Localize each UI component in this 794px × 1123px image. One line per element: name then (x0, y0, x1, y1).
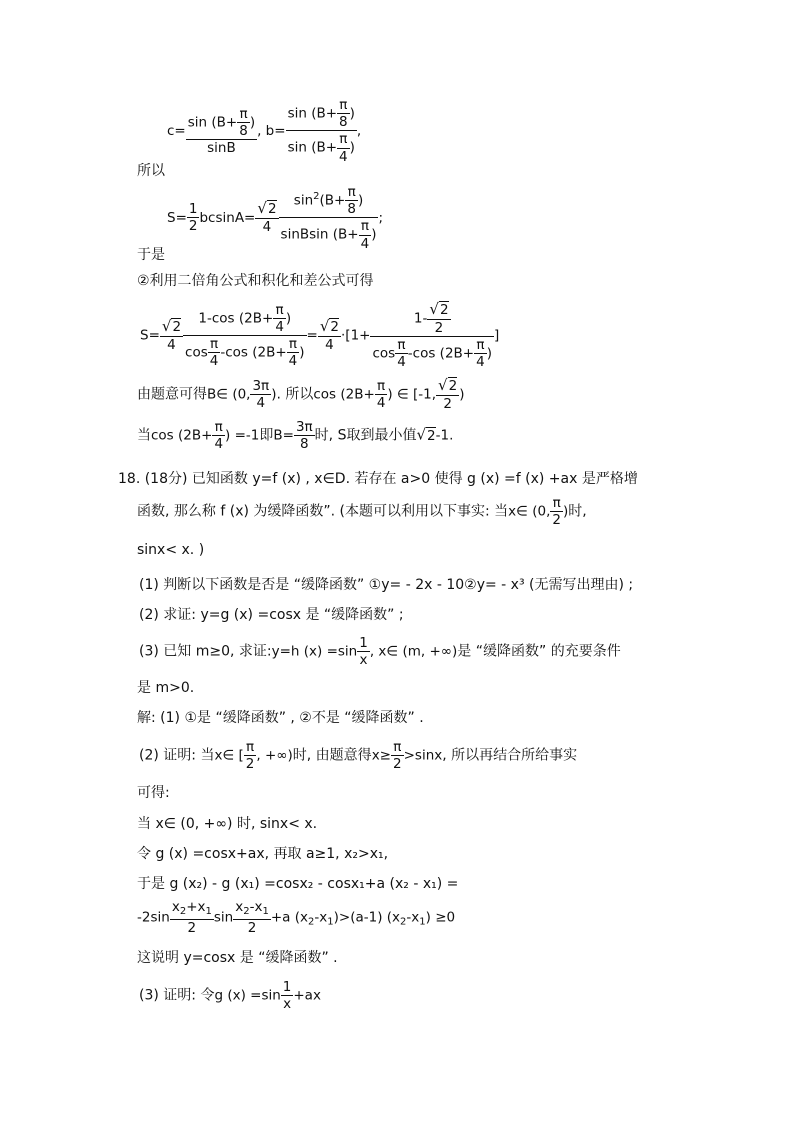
range-line: 由题意可得B∈ (0, $\frac{3\pi}{4}$ ). 所以cos (2B+ $\frac{\pi}{4}$ ) ∈ [-1, $\frac{√2}{2}$ ) (137, 376, 465, 412)
q18-part2: (2) 求证: y=g (x) =cosx 是 “缓降函数” ; (139, 607, 404, 623)
sol-part2-line4: 令 g (x) =cosx+ax, 再取 a≥1, x₂>x₁, (137, 846, 389, 862)
sol-part2-line6: -2sin $\frac{x_2+x_1}{2}$ sin $\frac{x_2-x_1}{2}$ +a $(x_2-x_1)>(a-1)$ $(x_2-x_1) \ge 0$ (137, 899, 456, 936)
sol-part1: 解: (1) ①是 “缓降函数” , ②不是 “缓降函数” . (137, 710, 424, 726)
S-formula-1: S= $\frac{1}{2}$ bcsinA= $\frac{√2}{4}$ $\sin^2(B+$ $\frac{\pi}{8}$ ) sinBsin (B+ $\frac{\pi}{4}$ ) ; (167, 184, 384, 252)
c-formula: c= sin (B+ $\frac{\pi}{8}$ ) sinB , b= sin (B+ $\frac{\pi}{8}$ ) sin (B+ $\frac{\pi}{4}$ ) , (167, 97, 362, 165)
c-fraction: sin (B+ $\frac{\pi}{8}$ ) sinB (187, 105, 256, 156)
q18-part3: (3) 已知 m≥0, 求证:y=h (x) =sin $\frac{1}{x}$ , x∈ (m, +∞)是 “缓降函数” 的充要条件 (139, 635, 621, 669)
sol-part2-end: 这说明 y=cosx 是 “缓降函数” . (137, 950, 338, 966)
S-formula-2: S= $\frac{√2}{4}$ 1-cos (2B+ $\frac{\pi}{4}$ ) cos $\frac{\pi}{4}$ -cos (2B+ $\frac{\pi}{4}$ ) = $\frac{√2}{4}$ ·[1+ 1- $\frac{√2}{2}$ cos $\frac{\pi}{4}$ -cos (2B+ $\frac{\pi}{4}$ ) ] (140, 300, 500, 371)
q18-part1: (1) 判断以下函数是否是 “缓降函数” ①y= - 2x - 10②y= - x³ (无需写出理由) ; (139, 577, 634, 593)
sol-part2-line5: 于是 g (x₂) - g (x₁) =cosx₂ - cosx₁+a (x₂ - x₁) = (137, 876, 459, 892)
q18-line2: 函数, 那么称 f (x) 为缓降函数”. (本题可以利用以下事实: 当x∈ (0, $\frac{\pi}{2}$ )时, (137, 495, 587, 529)
q18-part3-end: 是 m>0. (137, 680, 195, 696)
text-suoyi: 所以 (137, 163, 165, 179)
sol-part2-line3: 当 x∈ (0, +∞) 时, sinx< x. (137, 816, 318, 832)
min-line: 当cos (2B+ $\frac{\pi}{4}$ ) =-1即B= $\frac{3\pi}{8}$ 时, S取到最小值√2-1. (137, 419, 454, 453)
c-eq: c= (167, 122, 186, 139)
sol-part2-line1: (2) 证明: 当x∈ [ $\frac{\pi}{2}$ , +∞)时, 由题意得x≥ $\frac{\pi}{2}$ >sinx, 所以再结合所给事实 (139, 739, 578, 773)
q18-line3: sinx< x. ) (137, 542, 205, 558)
text-step2: ②利用二倍角公式和积化和差公式可得 (137, 273, 374, 289)
text-yushi: 于是 (137, 247, 165, 263)
sol-part2-line2: 可得: (137, 785, 170, 801)
sol-part3: (3) 证明: 令g (x) =sin $\frac{1}{x}$ +ax (139, 979, 321, 1013)
b-fraction: sin (B+ $\frac{\pi}{8}$ ) sin (B+ $\frac{\pi}{4}$ ) (287, 97, 355, 165)
q18-line1: 18. (18分) 已知函数 y=f (x) , x∈D. 若存在 a>0 使得 g (x) =f (x) +ax 是严格增 (118, 471, 638, 487)
